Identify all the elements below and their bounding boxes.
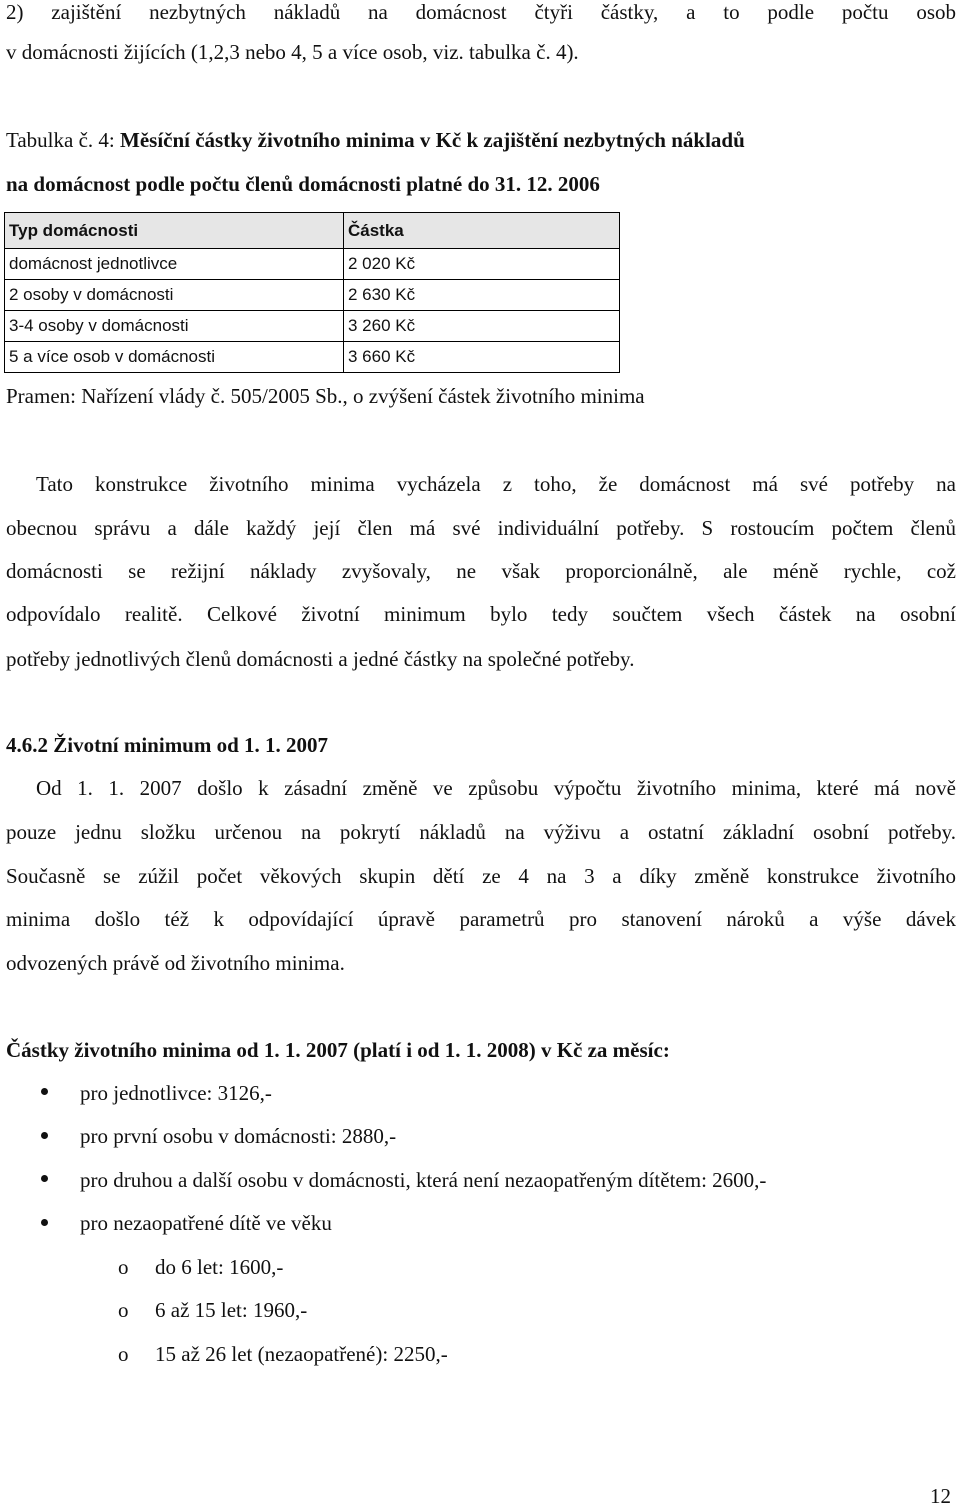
bullet-icon — [41, 1175, 48, 1182]
amounts-heading: Částky životního minima od 1. 1. 2007 (platí i od 1. 1. 2008) v Kč za měsíc: — [6, 1038, 670, 1062]
cell-type: 3-4 osoby v domácnosti — [5, 311, 344, 342]
table-header-row — [5, 213, 620, 249]
table-row — [5, 280, 620, 311]
intro-line-1: 2) zajištění nezbytných nákladů na domácnost čtyři částky, a to podle počtu osob — [6, 0, 956, 24]
sub-bullet-icon: o — [118, 1255, 129, 1279]
list-item: pro druhou a další osobu v domácnosti, která není nezaopatřeným dítětem: 2600,- — [80, 1168, 767, 1192]
column-header-type: Typ domácnosti — [5, 213, 344, 249]
cell-amount: 2 630 Kč — [344, 280, 620, 311]
table-row — [5, 311, 620, 342]
household-minimum-table — [4, 212, 620, 373]
paragraph-2-line-4: minima došlo též k odpovídající úpravě parametrů pro stanovení nároků a výše dávek — [6, 907, 956, 931]
table-caption-line-2: na domácnost podle počtu členů domácnosti platné do 31. 12. 2006 — [6, 172, 600, 196]
cell-amount: 3 660 Kč — [344, 342, 620, 373]
bullet-icon — [41, 1088, 48, 1095]
list-item: pro jednotlivce: 3126,- — [80, 1081, 272, 1105]
table-caption-title: Měsíční částky životního minima v Kč k zajištění nezbytných nákladů — [120, 128, 745, 152]
table-row — [5, 249, 620, 280]
list-item: pro první osobu v domácnosti: 2880,- — [80, 1124, 397, 1148]
sub-list-item: 15 až 26 let (nezaopatřené): 2250,- — [155, 1342, 448, 1366]
cell-type: domácnost jednotlivce — [5, 249, 344, 280]
list-item: pro nezaopatřené dítě ve věku — [80, 1211, 332, 1235]
paragraph-2-line-5: odvozených právě od životního minima. — [6, 951, 345, 975]
sub-bullet-icon: o — [118, 1298, 129, 1322]
paragraph-1-line-5: potřeby jednotlivých členů domácnosti a jedné částky na společné potřeby. — [6, 647, 635, 671]
paragraph-2-line-1: Od 1. 1. 2007 došlo k zásadní změně ve způsobu výpočtu životního minima, které má nově — [36, 776, 956, 800]
cell-amount: 3 260 Kč — [344, 311, 620, 342]
sub-list-item: 6 až 15 let: 1960,- — [155, 1298, 308, 1322]
table-source: Pramen: Nařízení vlády č. 505/2005 Sb., o zvýšení částek životního minima — [6, 384, 645, 408]
table-caption-line-1 — [6, 128, 745, 152]
sub-bullet-icon: o — [118, 1342, 129, 1366]
paragraph-1-line-2: obecnou správu a dále každý její člen má své individuální potřeby. S rostoucím počtem členů — [6, 516, 956, 540]
cell-amount: 2 020 Kč — [344, 249, 620, 280]
bullet-icon — [41, 1132, 48, 1139]
paragraph-1-line-1: Tato konstrukce životního minima vycházela z toho, že domácnost má své potřeby na — [36, 472, 956, 496]
paragraph-1-line-4: odpovídalo realitě. Celkové životní minimum bylo tedy součtem všech částek na osobní — [6, 602, 956, 626]
intro-line-2: v domácnosti žijících (1,2,3 nebo 4, 5 a více osob, viz. tabulka č. 4). — [6, 40, 579, 64]
cell-type: 5 a více osob v domácnosti — [5, 342, 344, 373]
paragraph-2-line-3: Současně se zúžil počet věkových skupin dětí ze 4 na 3 a díky změně konstrukce životního — [6, 864, 956, 888]
column-header-amount: Částka — [344, 213, 620, 249]
table-row — [5, 342, 620, 373]
paragraph-1-line-3: domácnosti se režijní náklady zvyšovaly, ne však proporcionálně, ale méně rychle, což — [6, 559, 956, 583]
cell-type: 2 osoby v domácnosti — [5, 280, 344, 311]
bullet-icon — [41, 1219, 48, 1226]
page-number: 12 — [930, 1484, 951, 1508]
section-heading: 4.6.2 Životní minimum od 1. 1. 2007 — [6, 733, 329, 757]
sub-list-item: do 6 let: 1600,- — [155, 1255, 284, 1279]
table-caption-prefix: Tabulka č. 4: — [6, 128, 120, 152]
paragraph-2-line-2: pouze jednu složku určenou na pokrytí nákladů na výživu a ostatní základní osobní potřeby. — [6, 820, 956, 844]
